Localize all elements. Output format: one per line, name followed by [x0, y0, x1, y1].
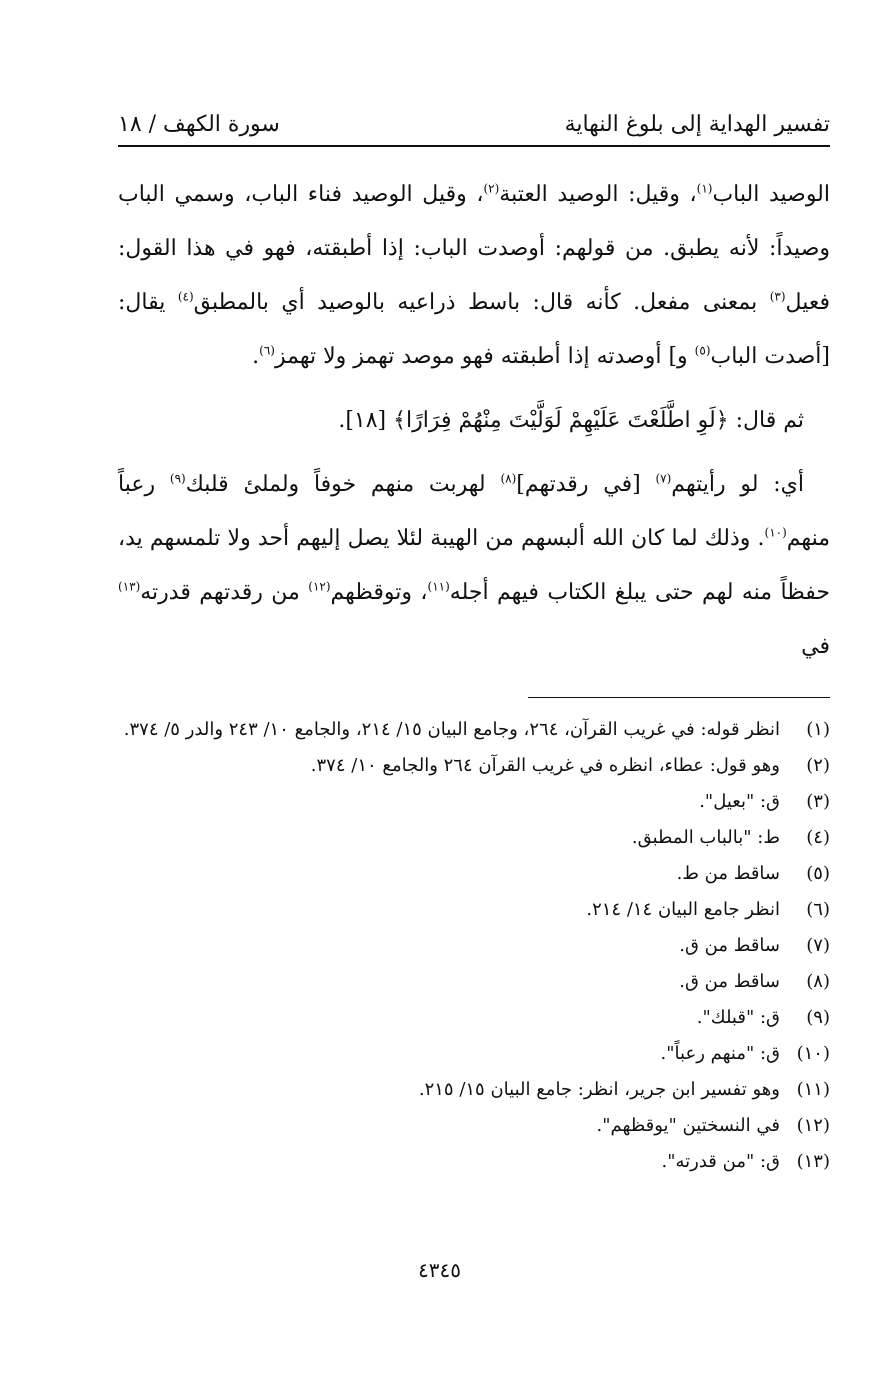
footnote-number: (٤): [806, 827, 830, 848]
paragraph-3: [118, 458, 830, 674]
footnote-text: ساقط من ق.: [679, 971, 780, 992]
text-segment: يقال: [أصدت الباب: [118, 290, 830, 369]
footnote-item: [118, 964, 830, 1000]
footnote-number: (٧): [806, 935, 830, 956]
footnote-number: (٩): [806, 1007, 830, 1028]
text-segment: [في رقدتهم]: [516, 472, 656, 497]
footnote-item: [118, 856, 830, 892]
verse-intro: ثم قال:: [728, 408, 804, 433]
footnote-number: (٦): [806, 899, 830, 920]
footnote-text: وهو تفسير ابن جرير، انظر: جامع البيان ١٥/ ٢١٥.: [418, 1079, 780, 1100]
verse-number: [١٨].: [338, 408, 394, 433]
footnote-text: ق: "منهم رعباً".: [660, 1043, 780, 1064]
footnote-text: ساقط من ق.: [679, 935, 780, 956]
footnote-item: [118, 1108, 830, 1144]
text-segment: الوصيد الباب: [712, 182, 831, 207]
text-segment: . وذلك لما كان الله ألبسهم من الهيبة لئلا يصل إليهم أحد ولا تلمسهم يد، حفظاً منه لهم حتى يبلغ الكتاب فيهم أجله: [118, 526, 830, 605]
paragraph-verse: [118, 394, 830, 448]
text-segment: لهربت منهم خوفاً ولملئ قلبك: [185, 472, 501, 497]
footnote-ref: (٢): [483, 181, 500, 196]
page-number: ٤٣٤٥: [418, 1258, 461, 1282]
text-segment: بمعنى مفعل. كأنه قال: باسط ذراعيه بالوصيد أي بالمطبق: [193, 290, 770, 315]
footnote-ref: (٥): [694, 343, 711, 358]
footnote-ref: (٨): [500, 471, 517, 486]
footnote-ref: (٧): [655, 471, 672, 486]
quran-verse: ﴿لَوِ اطَّلَعْتَ عَلَيْهِمْ لَوَلَّيْتَ مِنْهُمْ فِرَارًا﴾: [393, 408, 729, 433]
footnote-text: في النسختين "يوقظهم".: [596, 1115, 780, 1136]
footnote-ref: (١): [696, 181, 713, 196]
surah-reference: سورة الكهف / ١٨: [118, 111, 280, 137]
footnote-item: [118, 712, 830, 748]
footnotes-list: [118, 712, 830, 1180]
text-segment: رعباً منهم: [118, 472, 830, 551]
footnote-text: ق: "قبلك".: [696, 1007, 780, 1028]
footnote-number: (١١): [796, 1079, 830, 1100]
footnote-item: [118, 1072, 830, 1108]
footnote-ref: (٦): [259, 343, 275, 358]
footnote-number: (٢): [806, 755, 830, 776]
text-segment: من رقدتهم قدرته: [140, 580, 309, 605]
footnote-ref: (٩): [169, 471, 186, 486]
footnote-number: (١٣): [796, 1151, 830, 1172]
paragraph-1: [118, 168, 830, 384]
main-text: [118, 168, 830, 674]
footnote-divider: [528, 697, 830, 698]
footnote-item: [118, 1144, 830, 1180]
footnote-text: ق: "من قدرته".: [661, 1151, 780, 1172]
text-segment: في: [801, 634, 830, 659]
footnote-ref: (١٣): [118, 579, 141, 594]
text-segment: ، وقيل: الوصيد العتبة: [499, 182, 697, 207]
footnote-ref: (١١): [427, 579, 450, 594]
footnote-text: وهو قول: عطاء، انظره في غريب القرآن ٢٦٤ والجامع ١٠/ ٣٧٤.: [310, 755, 780, 776]
running-header: [118, 104, 830, 144]
footnote-ref: (١٢): [308, 579, 331, 594]
footnote-item: [118, 820, 830, 856]
text-segment: أي: لو رأيتهم: [671, 472, 804, 497]
header-divider: [118, 145, 830, 147]
footnote-item: [118, 1000, 830, 1036]
footnote-item: [118, 892, 830, 928]
footnote-number: (٣): [806, 791, 830, 812]
footnote-text: انظر جامع البيان ١٤/ ٢١٤.: [586, 899, 780, 920]
footnote-text: انظر قوله: في غريب القرآن، ٢٦٤، وجامع البيان ١٥/ ٢١٤، والجامع ١٠/ ٢٤٣ والدر ٥/ ٣٧٤.: [123, 719, 780, 740]
book-title: تفسير الهداية إلى بلوغ النهاية: [564, 111, 830, 137]
footnote-item: [118, 784, 830, 820]
footnote-number: (٥): [806, 863, 830, 884]
footnote-number: (١٠): [796, 1043, 830, 1064]
footnote-text: ساقط من ط.: [676, 863, 780, 884]
footnote-text: ق: "بعيل".: [699, 791, 780, 812]
footnote-number: (١٢): [796, 1115, 830, 1136]
text-segment: و] أوصدته إذا أطبقته فهو موصد تهمز ولا تهمز: [274, 344, 695, 369]
text-segment: ، وتوقظهم: [330, 580, 428, 605]
footnote-ref: (٤): [177, 289, 194, 304]
footnote-item: [118, 748, 830, 784]
footnote-number: (٨): [806, 971, 830, 992]
text-segment: ، وقيل الوصيد فناء الباب، وسمي الباب وصيداً: لأنه يطبق. من قولهم: أوصدت الباب: إذا أطبقته، فهو في هذا القول: فعيل: [118, 182, 830, 315]
footnote-ref: (٣): [769, 289, 786, 304]
footnote-item: [118, 1036, 830, 1072]
footnote-item: [118, 928, 830, 964]
footnote-ref: (١٠): [764, 525, 787, 540]
footnote-text: ط: "بالباب المطبق.: [631, 827, 780, 848]
footnote-number: (١): [806, 719, 830, 740]
text-segment: .: [252, 344, 260, 369]
